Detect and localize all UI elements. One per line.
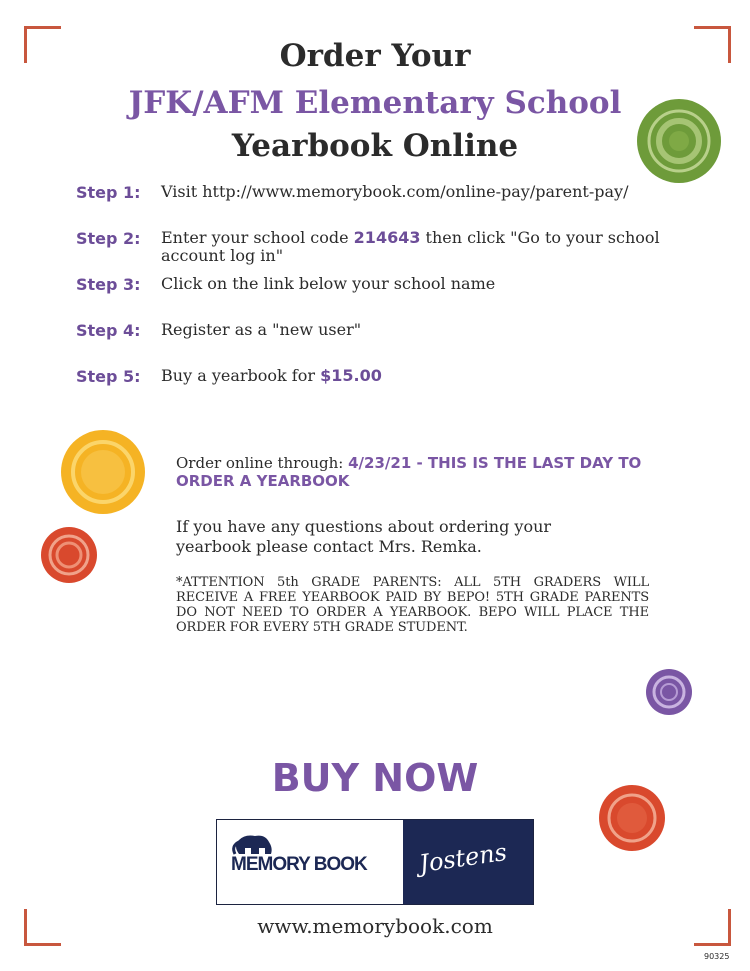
step-4-text: Register as a "new user": [161, 320, 362, 339]
step-4-label: Step 4:: [76, 321, 141, 340]
title-yearbook-online: Yearbook Online: [231, 128, 519, 164]
jostens-logo: [403, 820, 533, 904]
jostens-wordmark: Jostens: [417, 838, 509, 878]
footer-url: www.memorybook.com: [257, 914, 493, 938]
memory-book-wordmark: MEMORY BOOK: [231, 854, 367, 875]
step-2-text-after: then click "Go to your school account log in": [161, 228, 660, 265]
order-prefix: Order online through:: [176, 454, 349, 472]
title-school-name: JFK/AFM Elementary School: [128, 85, 622, 121]
step-3-label: Step 3:: [76, 275, 141, 294]
yellow-circle-icon: [60, 429, 146, 515]
step-5-label: Step 5:: [76, 367, 141, 386]
school-code: 214643: [353, 228, 421, 247]
title-order-your: Order Your: [279, 38, 471, 74]
partner-logos: [216, 819, 534, 905]
purple-circle-icon: [645, 668, 693, 716]
step-1-label: Step 1:: [76, 183, 141, 202]
step-2-text-before: Enter your school code: [161, 228, 354, 247]
yearbook-price: $15.00: [320, 366, 382, 385]
document-code: 90325: [704, 952, 730, 961]
order-deadline-date: 4/23/21 - THIS IS THE LAST DAY TO ORDER A YEARBOOK: [176, 454, 642, 490]
attention-notice: *ATTENTION 5th GRADE PARENTS: ALL 5TH GRADERS WILL RECEIVE A FREE YEARBOOK PAID BY BEPO! 5TH GRADE PARENTS DO NOT NEED TO ORDER A YEARBOOK. BEPO WILL PLACE THE ORDER FOR EVERY 5TH GRADE STUDENT.: [176, 575, 649, 635]
step-5-text: [161, 367, 701, 385]
step-2-text: [161, 229, 701, 265]
step-5-text-before: Buy a yearbook for: [161, 366, 321, 385]
order-deadline: [176, 454, 676, 490]
red-circle-small-icon: [40, 526, 98, 584]
buy-now-heading: BUY NOW: [271, 756, 479, 800]
step-3-text: Click on the link below your school name: [161, 274, 496, 293]
questions-text: If you have any questions about ordering your yearbook please contact Mrs. Remka.: [176, 517, 552, 556]
step-1-text: Visit http://www.memorybook.com/online-pay/parent-pay/: [161, 182, 629, 201]
memory-book-logo: [217, 820, 403, 904]
elephant-icon: [229, 832, 279, 856]
step-2-label: Step 2:: [76, 229, 141, 248]
